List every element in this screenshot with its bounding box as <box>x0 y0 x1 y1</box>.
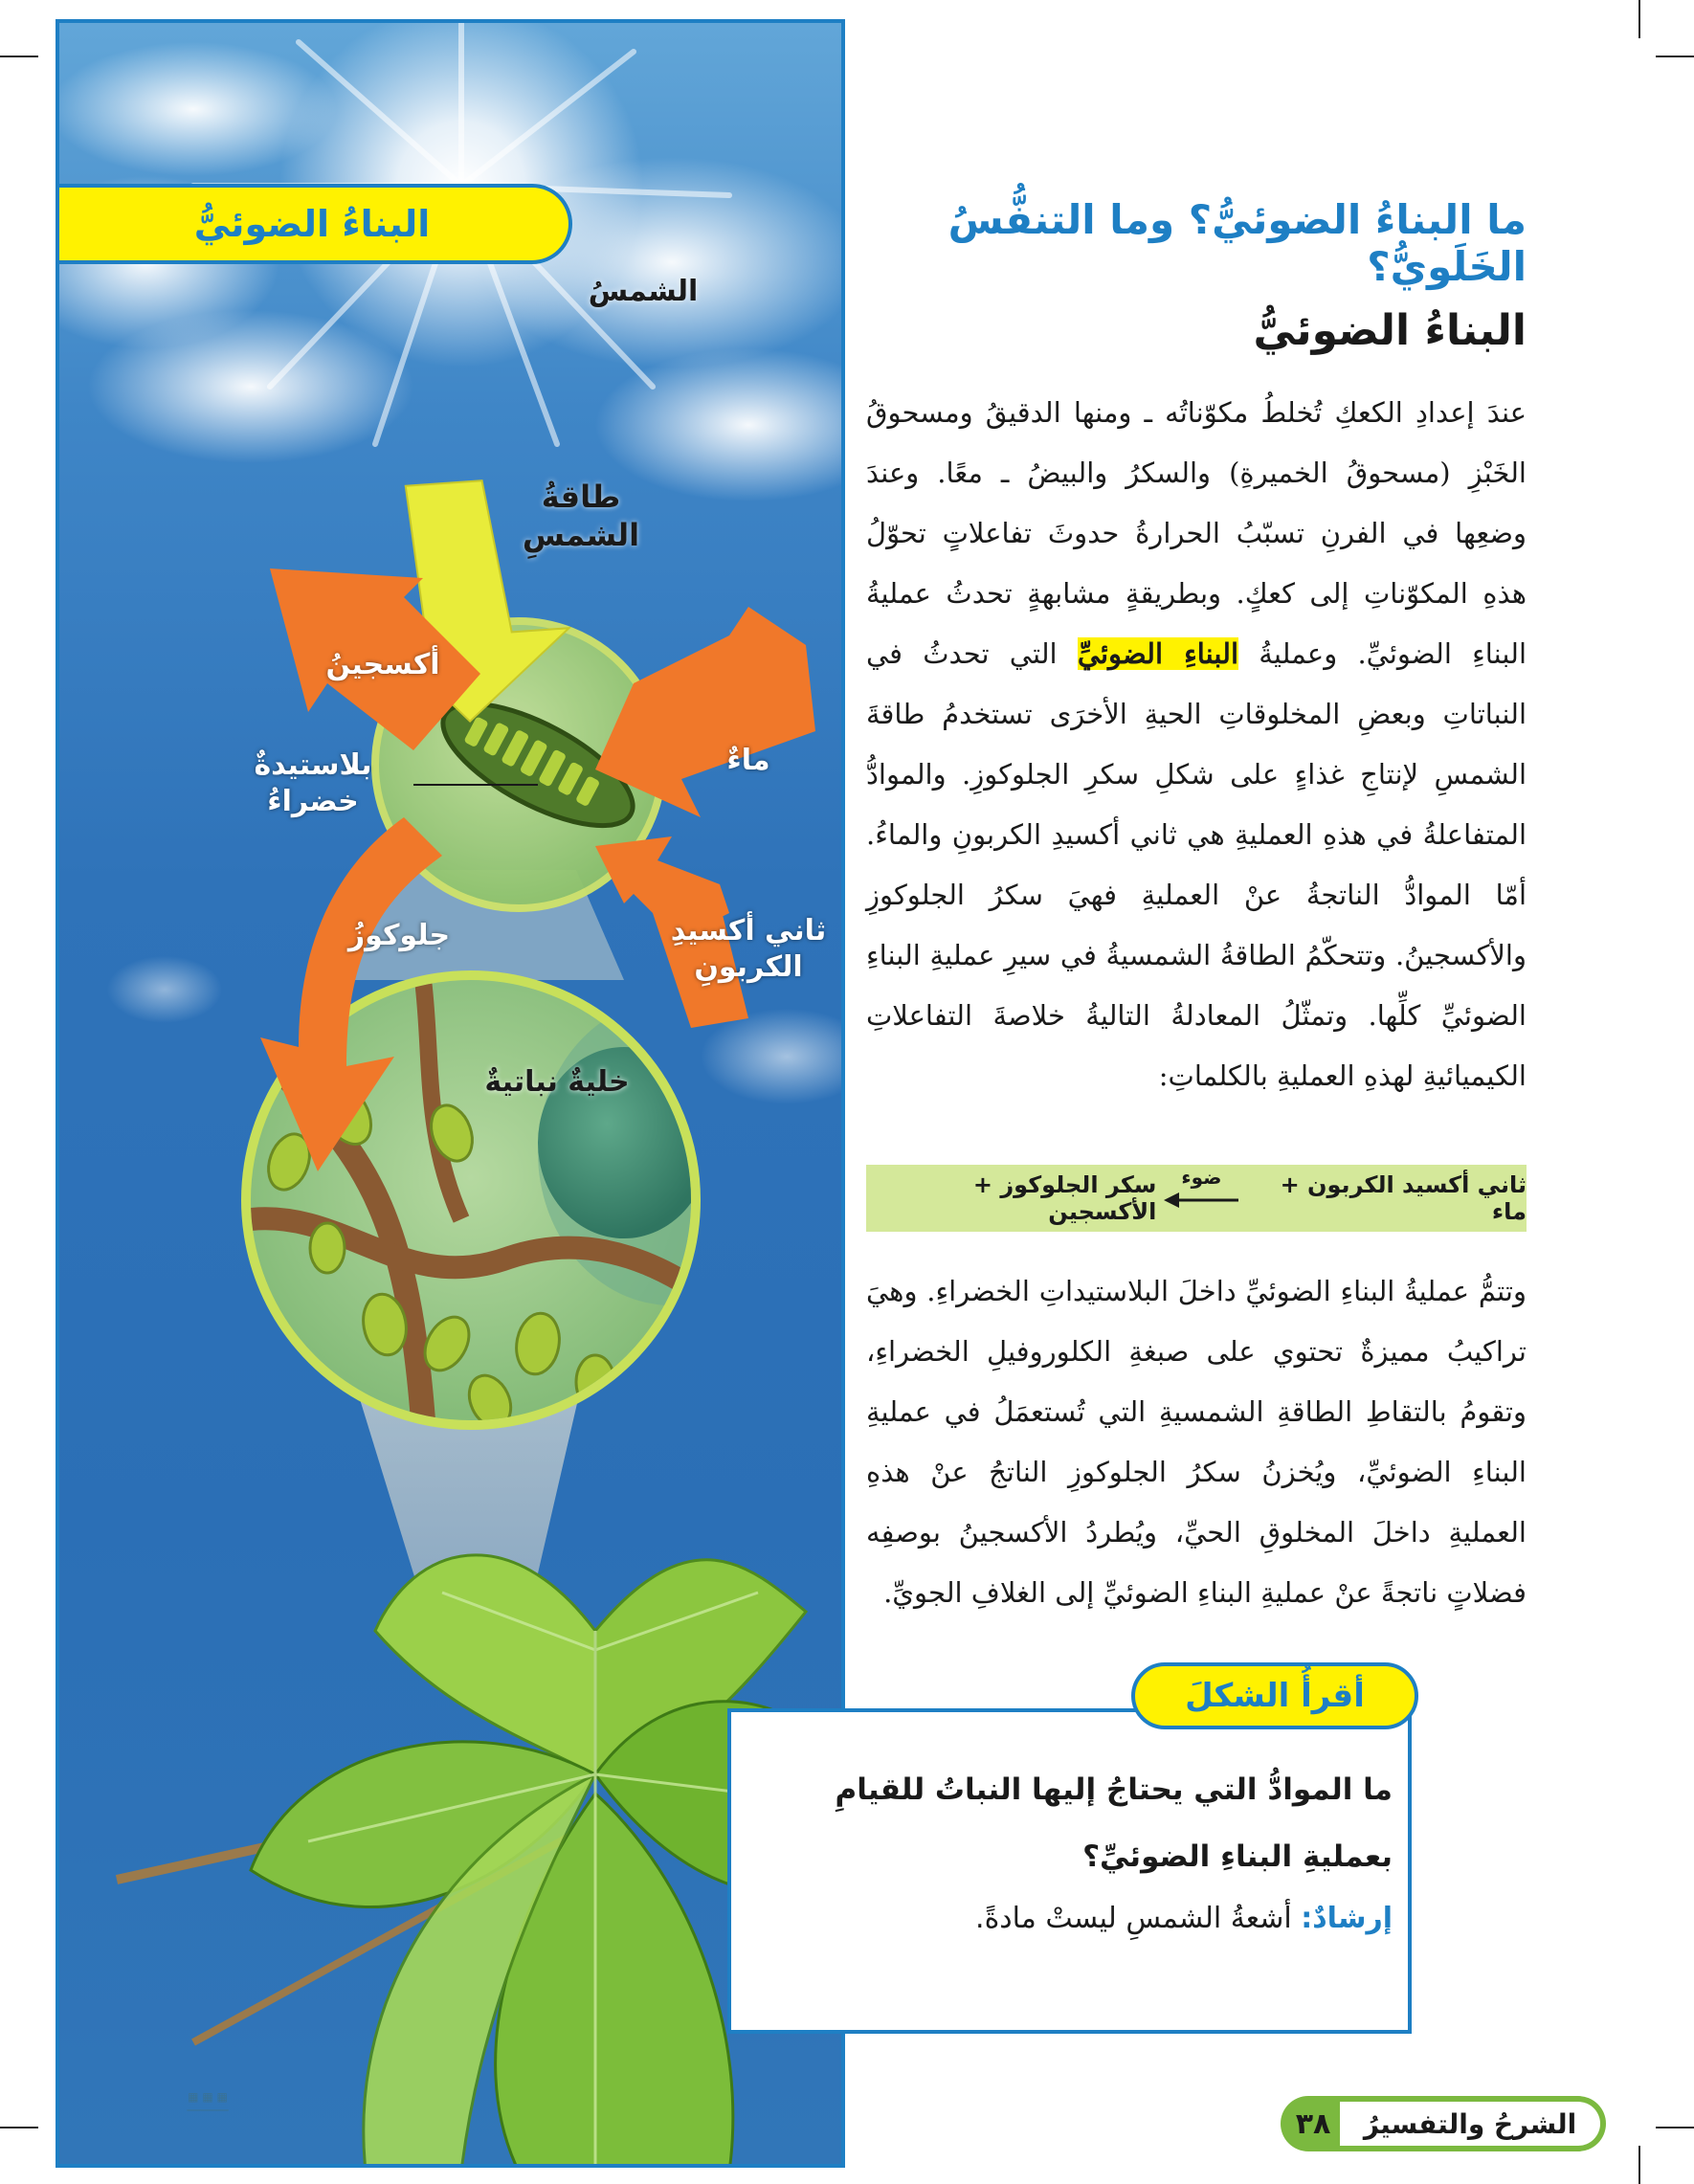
read-figure-tab: أقرأُ الشكلَ <box>1131 1662 1418 1729</box>
label-sun: الشمسُ <box>588 275 699 308</box>
equation-condition: ضوء <box>1181 1166 1222 1189</box>
label-plant-cell: خليةٌ نباتيةٌ <box>484 1065 630 1099</box>
key-term-photosynthesis: البناءِ الضوئيِّ <box>1077 637 1239 670</box>
crop-mark <box>1656 2127 1694 2128</box>
figure-title: البناءُ الضوئيُّ <box>56 184 572 264</box>
footer-section-label: الشرحُ والتفسيرُ <box>1340 2102 1600 2146</box>
equation-products: سكر الجلوكوز + الأكسجين <box>972 1171 1157 1225</box>
paragraph-2: وتتمُّ عمليةُ البناءِ الضوئيِّ داخلَ البلاستيداتِ الخضراءِ. وهيَ تراكيبُ مميزةٌ تحتوي على صبغةِ الكلوروفيلِ الخضراءِ، وتقومُ بالتقاطِ الطاقةِ الشمسيةِ التي تُستعمَلُ في عمليةِ البناءِ الضوئيِّ، ويُخزنُ سكرُ الجلوكوزِ الناتجُ عنْ هذهِ العمليةِ داخلَ المخلوقِ الحيِّ، ويُطردُ الأكسجينُ بوصفِه فضلاتٍ ناتجةً عنْ عمليةِ البناءِ الضوئيِّ إلى الغلافِ الجويِّ. <box>866 1275 1527 1609</box>
reaction-arrow <box>1164 1166 1238 1208</box>
label-carbon-dioxide: ثاني أكسيدِ الكربونِ <box>670 914 827 984</box>
paragraph-1 <box>866 383 1527 1106</box>
paragraph-1-end: التي تحدثُ في النباتاتِ وبعضِ المخلوقاتِ الحيةِ الأخرَى تستخدمُ طاقةَ الشمسِ لإنتاجِ غذاءٍ على شكلِ سكرِ الجلوكوزِ. والموادُّ المتفاعلةُ في هذهِ العمليةِ هي ثاني أكسيدِ الكربونِ والماءُ. أمّا الموادُّ الناتجةُ عنْ العمليةِ فهيَ سكرُ الجلوكوزِ والأكسجينُ. وتتحكّمُ الطاقةُ الشمسيةُ في سيرِ عمليةِ البناءِ الضوئيِّ كلِّها. وتمثّلُ المعادلةُ التاليةُ خلاصةَ التفاعلاتِ الكيميائيةِ لهذهِ العمليةِ بالكلماتِ: <box>866 637 1527 1092</box>
hint-label: إرشادٌ: <box>1301 1902 1393 1935</box>
crop-mark <box>1638 2146 1640 2184</box>
equation-reactants: ثاني أكسيد الكربون + ماء <box>1280 1171 1527 1225</box>
hint-text: أشعةُ الشمسِ ليستْ مادةً. <box>975 1902 1292 1935</box>
sub-heading: البناءُ الضوئيُّ <box>1253 306 1527 355</box>
crop-mark <box>1656 56 1694 57</box>
arrow-left-icon <box>1164 1191 1238 1210</box>
label-solar-energy: طاقةُ الشمسِ <box>522 479 640 553</box>
read-figure-question: ما الموادُّ التي يحتاجُ إليها النباتُ للقيامِ بعمليةِ البناءِ الضوئيِّ؟ <box>835 1772 1393 1874</box>
publisher-logo: ▦ ▦ ▦ ────── <box>187 2090 229 2117</box>
crop-mark <box>0 56 38 57</box>
label-chloroplast: بلاستيدةٌ خضراءُ <box>254 748 372 818</box>
label-glucose: جلوكوزُ <box>347 919 451 952</box>
label-water: ماءٌ <box>726 744 770 777</box>
read-figure-hint <box>751 1895 1393 1943</box>
crop-mark <box>0 2127 38 2128</box>
section-heading: ما البناءُ الضوئيُّ؟ وما التنفُّسُ الخَلَويُّ؟ <box>947 196 1527 290</box>
page-number: ٣٨ <box>1295 2106 1331 2141</box>
label-oxygen: أكسجينُ <box>325 648 440 681</box>
paragraph-1-start: عندَ إعدادِ الكعكِ تُخلطُ مكوّناتُه ـ ومنها الدقيقُ ومسحوقُ الخَبْزِ (مسحوقُ الخميرةِ) والسكرُ والبيضُ ـ معًا. وعندَ وضعِها في الفرنِ تسبّبُ الحرارةُ حدوثَ تفاعلاتٍ تحوّلُ هذهِ المكوّناتِ إلى كعكٍ. وبطريقةٍ مشابهةٍ تحدثُ عمليةُ البناءِ الضوئيِّ. وعمليةُ <box>866 396 1527 670</box>
word-equation <box>866 1165 1527 1232</box>
crop-mark <box>1638 0 1640 38</box>
